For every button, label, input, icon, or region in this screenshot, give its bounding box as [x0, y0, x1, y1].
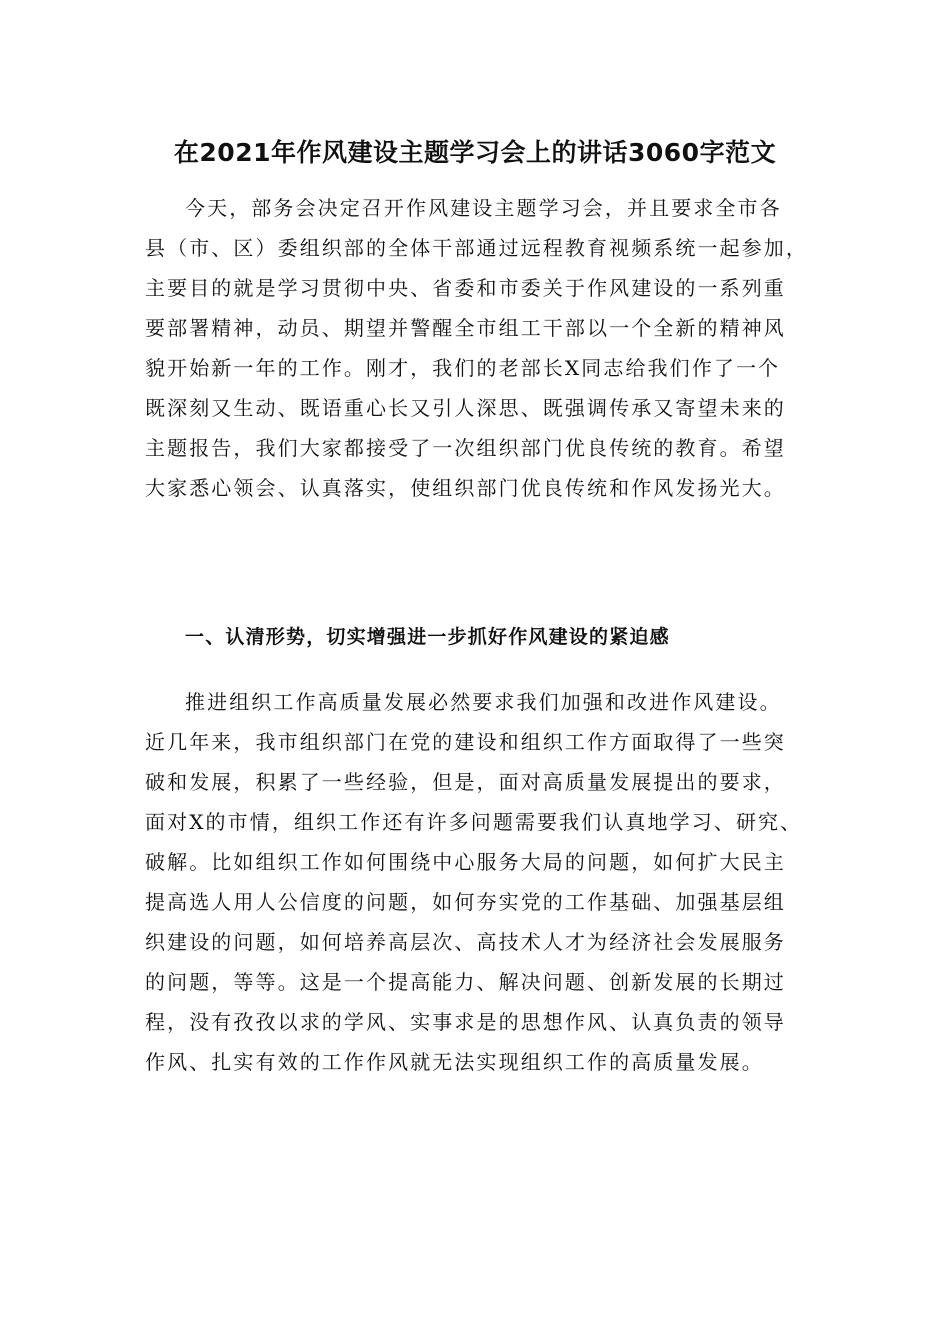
paragraph-line: 大家悉心领会、认真落实，使组织部门优良传统和作风发扬光大。 [145, 476, 786, 500]
paragraph-line: 的问题，等等。这是一个提高能力、解决问题、创新发展的长期过 [145, 970, 786, 994]
paragraph-line: 貌开始新一年的工作。刚才，我们的老部长X同志给我们作了一个 [145, 356, 781, 380]
paragraph-line: 破和发展，积累了一些经验，但是，面对高质量发展提出的要求， [145, 770, 786, 794]
section-heading: 一、认清形势，切实增强进一步抓好作风建设的紧迫感 [185, 626, 670, 648]
paragraph-line: 作风、扎实有效的工作作风就无法实现组织工作的高质量发展。 [145, 1050, 764, 1074]
document-title: 在2021年作风建设主题学习会上的讲话3060字范文 [173, 138, 777, 167]
paragraph-line: 要部署精神，动员、期望并警醒全市组工干部以一个全新的精神风 [145, 316, 786, 340]
paragraph-line: 面对X的市情，组织工作还有许多问题需要我们认真地学习、研究、 [145, 810, 803, 834]
paragraph-line: 主要目的就是学习贯彻中央、省委和市委关于作风建设的一系列重 [145, 276, 786, 300]
paragraph-line: 推进组织工作高质量发展必然要求我们加强和改进作风建设。 [185, 690, 782, 714]
paragraph-line: 近几年来，我市组织部门在党的建设和组织工作方面取得了一些突 [145, 730, 786, 754]
paragraph-line: 县（市、区）委组织部的全体干部通过远程教育视频系统一起参加， [145, 236, 808, 260]
paragraph-section-one [145, 682, 815, 1082]
paragraph-line: 提高选人用人公信度的问题，如何夯实党的工作基础、加强基层组 [145, 890, 786, 914]
paragraph-line: 今天，部务会决定召开作风建设主题学习会，并且要求全市各 [185, 196, 782, 220]
paragraph-intro [145, 188, 815, 508]
paragraph-line: 既深刻又生动、既语重心长又引人深思、既强调传承又寄望未来的 [145, 396, 786, 420]
paragraph-line: 织建设的问题，如何培养高层次、高技术人才为经济社会发展服务 [145, 930, 786, 954]
paragraph-line: 程，没有孜孜以求的学风、实事求是的思想作风、认真负责的领导 [145, 1010, 786, 1034]
paragraph-line: 主题报告，我们大家都接受了一次组织部门优良传统的教育。希望 [145, 436, 786, 460]
paragraph-line: 破解。比如组织工作如何围绕中心服务大局的问题，如何扩大民主 [145, 850, 786, 874]
